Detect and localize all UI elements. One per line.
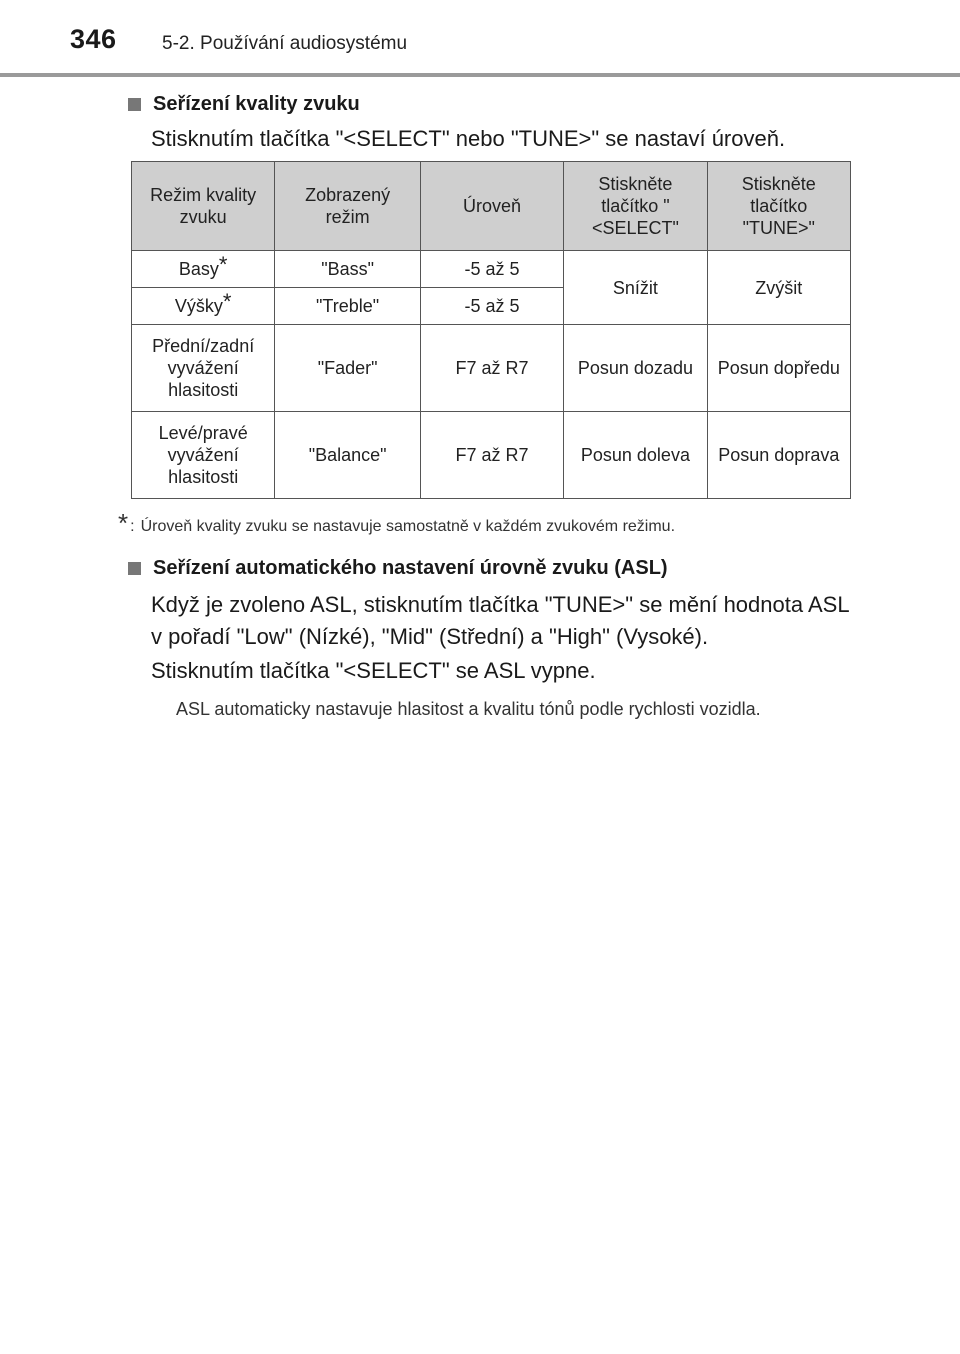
footnote-text: Úroveň kvality zvuku se nastavuje samostatně v každém zvukovém režimu. — [140, 518, 676, 535]
cell-select-shared: Snížit — [564, 251, 707, 325]
cell-tune: Posun doprava — [707, 412, 850, 499]
mode-label: Výšky — [174, 296, 223, 316]
asl-instruction-tune: Když je zvoleno ASL, stisknutím tlačítka "TUNE>" se mění hodnota ASL v pořadí "Low" (Nízké), "Mid" (Střední) a "High" (Vysoké). — [151, 592, 849, 649]
table-row — [132, 325, 851, 412]
cell-mode — [132, 251, 275, 288]
header-cell-level: Úroveň — [420, 162, 563, 251]
cell-level: -5 až 5 — [420, 251, 563, 288]
cell-mode: Levé/pravé vyvážení hlasitosti — [132, 412, 275, 499]
chapter-title: 5-2. Používání audiosystému — [162, 33, 408, 54]
cell-tune-shared: Zvýšit — [707, 251, 850, 325]
square-bullet-icon — [128, 562, 141, 575]
table-row — [132, 412, 851, 499]
footnote-colon: : — [130, 518, 135, 535]
cell-level: -5 až 5 — [420, 288, 563, 325]
section-heading-sound-quality — [128, 93, 360, 116]
section-heading-asl — [128, 557, 668, 580]
cell-display: "Balance" — [275, 412, 420, 499]
cell-display: "Fader" — [275, 325, 420, 412]
cell-tune: Posun dopředu — [707, 325, 850, 412]
cell-select: Posun doleva — [564, 412, 707, 499]
asl-note: ASL automaticky nastavuje hlasitost a kvalitu tónů podle rychlosti vozidla. — [176, 699, 761, 719]
cell-level: F7 až R7 — [420, 325, 563, 412]
asterisk-marker: * — [222, 289, 232, 314]
header-divider — [0, 73, 960, 77]
cell-display: "Bass" — [275, 251, 420, 288]
cell-mode — [132, 288, 275, 325]
cell-level: F7 až R7 — [420, 412, 563, 499]
asl-instruction-select: Stisknutím tlačítka "<SELECT" se ASL vypne. — [151, 658, 596, 683]
sound-quality-instruction: Stisknutím tlačítka "<SELECT" nebo "TUNE>" se nastaví úroveň. — [151, 126, 786, 151]
table-footnote — [118, 508, 878, 538]
table-row — [132, 251, 851, 288]
header-cell-display: Zobrazený režim — [275, 162, 420, 251]
cell-select: Posun dozadu — [564, 325, 707, 412]
footnote-asterisk: * — [118, 508, 129, 538]
header-cell-mode: Režim kvality zvuku — [132, 162, 275, 251]
header-cell-tune: Stiskněte tlačítko "TUNE>" — [707, 162, 850, 251]
page-number: 346 — [70, 24, 117, 54]
table-header-row — [132, 162, 851, 251]
cell-display: "Treble" — [275, 288, 420, 325]
square-bullet-icon — [128, 98, 141, 111]
section-heading-text: Seřízení automatického nastavení úrovně zvuku (ASL) — [153, 557, 668, 579]
cell-mode: Přední/zadní vyvážení hlasitosti — [132, 325, 275, 412]
asterisk-marker: * — [218, 252, 228, 277]
sound-settings-table — [131, 161, 851, 499]
header-cell-select: Stiskněte tlačítko "<SELECT" — [564, 162, 707, 251]
mode-label: Basy — [178, 259, 219, 279]
section-heading-text: Seřízení kvality zvuku — [153, 93, 360, 115]
